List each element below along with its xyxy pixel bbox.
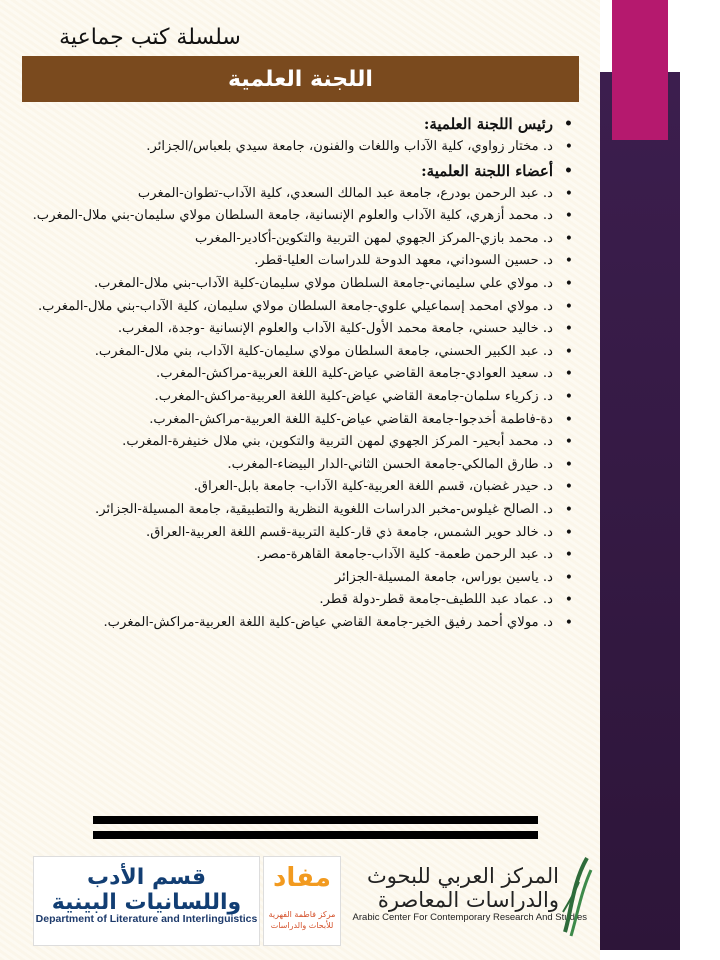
list-item: • د. خالد حوير الشمس، جامعة ذي قار-كلية التربية-قسم اللغة العربية-العراق. — [30, 522, 575, 545]
members-list — [30, 112, 575, 634]
divider-line-bottom — [93, 831, 538, 839]
divider-line-top — [93, 816, 538, 824]
committee-list — [30, 112, 575, 634]
list-item: • د. حيدر غضبان، قسم اللغة العربية-كلية الآداب- جامعة بابل-العراق. — [30, 476, 575, 499]
mofad-name: مفاد — [273, 863, 331, 893]
list-item: • د. سعيد العوادي-جامعة القاضي عياض-كلية اللغة العربية-مراكش-المغرب. — [30, 363, 575, 386]
list-item: • د. مولاي علي سليماني-جامعة السلطان مولاي سليمان-كلية الآداب-بني ملال-المغرب. — [30, 273, 575, 296]
section-title: اللجنة العلمية — [228, 66, 373, 92]
list-item: • د. طارق المالكي-جامعة الحسن الثاني-الدار البيضاء-المغرب. — [30, 454, 575, 477]
list-item: • د. عبد الرحمن طعمة- كلية الآداب-جامعة القاهرة-مصر. — [30, 544, 575, 567]
side-band-pink — [612, 0, 668, 140]
list-item: • د. محمد أبحير- المركز الجهوي لمهن التربية والتكوين، بني ملال خنيفرة-المغرب. — [30, 431, 575, 454]
arabic-center-logo — [320, 848, 595, 944]
book-leaf-icon — [561, 852, 595, 940]
list-item: • د. مختار زواوي، كلية الآداب واللغات والفنون، جامعة سيدي بلعباس/الجزائر. — [30, 136, 575, 159]
list-item: • د. عماد عبد اللطيف-جامعة قطر-دولة قطر. — [30, 589, 575, 612]
list-item: • د. محمد أزهري، كلية الآداب والعلوم الإنسانية، جامعة السلطان مولاي سليمان-بني ملال-المغرب. — [30, 205, 575, 228]
center-name-en: Arabic Center For Contemporary Research And Studies — [352, 912, 587, 923]
section-header — [22, 56, 579, 102]
list-item: • د. ياسين بوراس، جامعة المسيلة-الجزائر — [30, 567, 575, 590]
list-item: • د. خاليد حسني، جامعة محمد الأول-كلية الآداب والعلوم الإنسانية -وجدة، المغرب. — [30, 318, 575, 341]
mofad-subtitle: مركز فاطمة الفهرية للأبحاث والدراسات — [268, 910, 336, 930]
list-heading: • رئيس اللجنة العلمية: — [30, 112, 575, 136]
list-item: • د. مولاي أحمد رفيق الخير-جامعة القاضي عياض-كلية اللغة العربية-مراكش-المغرب. — [30, 612, 575, 635]
department-name-en: Department of Literature and Interlinguistics — [35, 913, 258, 925]
list-item: • د. محمد بازي-المركز الجهوي لمهن التربية والتكوين-أكادير-المغرب — [30, 228, 575, 251]
list-item: • د. عبد الكبير الحسني، جامعة السلطان مولاي سليمان-كلية الآداب، بني ملال-المغرب. — [30, 341, 575, 364]
side-band-dark — [600, 72, 680, 950]
department-name-ar: قسم الأدب واللسانيات البينية — [51, 865, 242, 915]
department-logo — [33, 856, 260, 946]
center-name-ar: المركز العربي للبحوث والدراسات المعاصرة — [366, 864, 559, 912]
list-heading: • أعضاء اللجنة العلمية: — [30, 159, 575, 183]
list-item: • د. مولاي امحمد إسماعيلي علوي-جامعة السلطان مولاي سليمان، كلية الآداب-بني ملال-المغرب. — [30, 296, 575, 319]
list-item: • د. عبد الرحمن بودرع، جامعة عبد المالك السعدي، كلية الآداب-تطوان-المغرب — [30, 183, 575, 206]
series-title: سلسلة كتب جماعية — [59, 25, 241, 50]
list-item: • د. زكرياء سلمان-جامعة القاضي عياض-كلية اللغة العربية-مراكش-المغرب. — [30, 386, 575, 409]
footer-logos — [30, 848, 595, 948]
list-item: • د. حسين السوداني، معهد الدوحة للدراسات العليا-قطر. — [30, 250, 575, 273]
list-item: • دة-فاطمة أخدجوا-جامعة القاضي عياض-كلية اللغة العربية-مراكش-المغرب. — [30, 409, 575, 432]
list-item: • د. الصالح غيلوس-مخبر الدراسات اللغوية النظرية والتطبيقية، جامعة المسيلة-الجزائر. — [30, 499, 575, 522]
